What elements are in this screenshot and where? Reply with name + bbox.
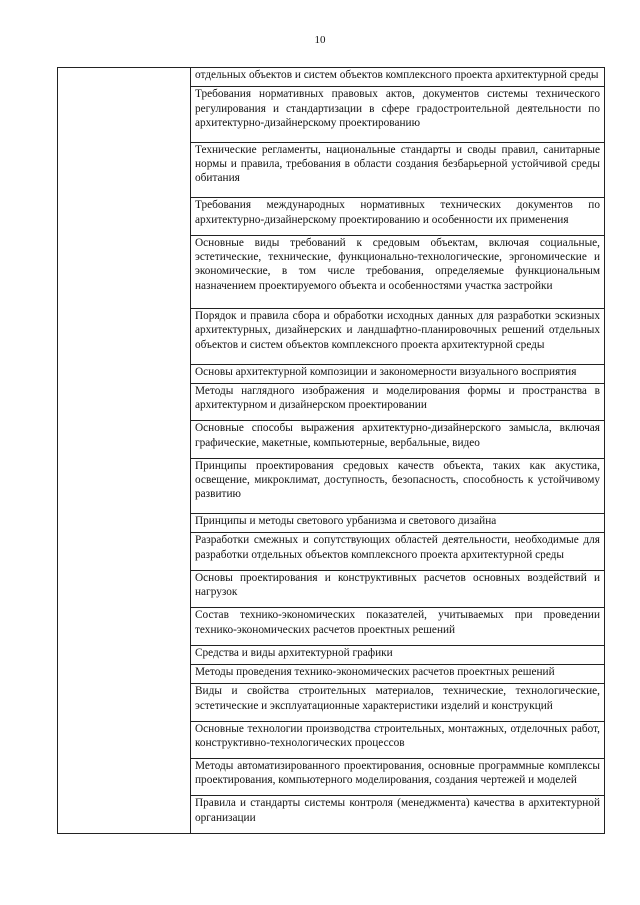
table-cell-text: Основные виды требований к средовым объектам, включая социальные, эстетические, технические, функционально-технологические, эргономические и экономические, в том числе требования, определяемые функциональным назначением проектируемого объекта и особенностями участка застройки (191, 235, 605, 309)
table-cell-text: Требования международных нормативных технических документов по архитектурно-дизайнерскому проектированию и особенности их применения (191, 198, 605, 235)
table-cell-text: Методы проведения технико-экономических расчетов проектных решений (191, 664, 605, 683)
table-cell-text: Основы проектирования и конструктивных расчетов основных воздействий и нагрузок (191, 570, 605, 607)
table-cell-text: Требования нормативных правовых актов, документов системы технического регулирования и стандартизации в сфере градостроительной деятельности по архитектурно-дизайнерскому проектированию (191, 87, 605, 142)
table-cell-text: Основные способы выражения архитектурно-дизайнерского замысла, включая графические, макетные, компьютерные, вербальные, видео (191, 421, 605, 458)
table-cell-text: Средства и виды архитектурной графики (191, 645, 605, 664)
table-cell-text: Основы архитектурной композиции и закономерности визуального восприятия (191, 364, 605, 383)
table-cell-text: отдельных объектов и систем объектов комплексного проекта архитектурной среды (191, 68, 605, 87)
table-cell-text: Разработки смежных и сопутствующих областей деятельности, необходимые для разработки отдельных объектов комплексного проекта архитектурной среды (191, 533, 605, 570)
table-cell-text: Принципы проектирования средовых качеств объекта, таких как акустика, освещение, микроклимат, доступность, безопасность, способность к устойчивому развитию (191, 458, 605, 513)
table-cell-text: Состав технико-экономических показателей, учитываемых при проведении технико-экономических расчетов проектных решений (191, 608, 605, 645)
table-cell-text: Методы наглядного изображения и моделирования формы и пространства в архитектурном и дизайнерском проектировании (191, 383, 605, 420)
table-cell-text: Порядок и правила сбора и обработки исходных данных для разработки эскизных архитектурных, дизайнерских и ландшафтно-планировочных решений отдельных объектов и систем объектов комплексного проекта архитектурной среды (191, 309, 605, 364)
page-number: 10 (314, 34, 326, 46)
table-cell-text: Методы автоматизированного проектирования, основные программные комплексы проектирования, компьютерного моделирования, создания чертежей и моделей (191, 759, 605, 796)
table-left-column-cell (58, 68, 191, 834)
table-cell-text: Принципы и методы светового урбанизма и светового дизайна (191, 514, 605, 533)
knowledge-table (57, 67, 605, 834)
table-cell-text: Виды и свойства строительных материалов, технические, технологические, эстетические и эксплуатационные характеристики изделий и конструкций (191, 684, 605, 721)
table-cell-text: Основные технологии производства строительных, монтажных, отделочных работ, конструктивно-технологических процессов (191, 721, 605, 758)
table-cell-text: Технические регламенты, национальные стандарты и своды правил, санитарные нормы и правила, требования в области создания безбарьерной устойчивой среды обитания (191, 142, 605, 197)
table-row (58, 68, 605, 87)
table-cell-text: Правила и стандарты системы контроля (менеджмента) качества в архитектурной организации (191, 796, 605, 834)
